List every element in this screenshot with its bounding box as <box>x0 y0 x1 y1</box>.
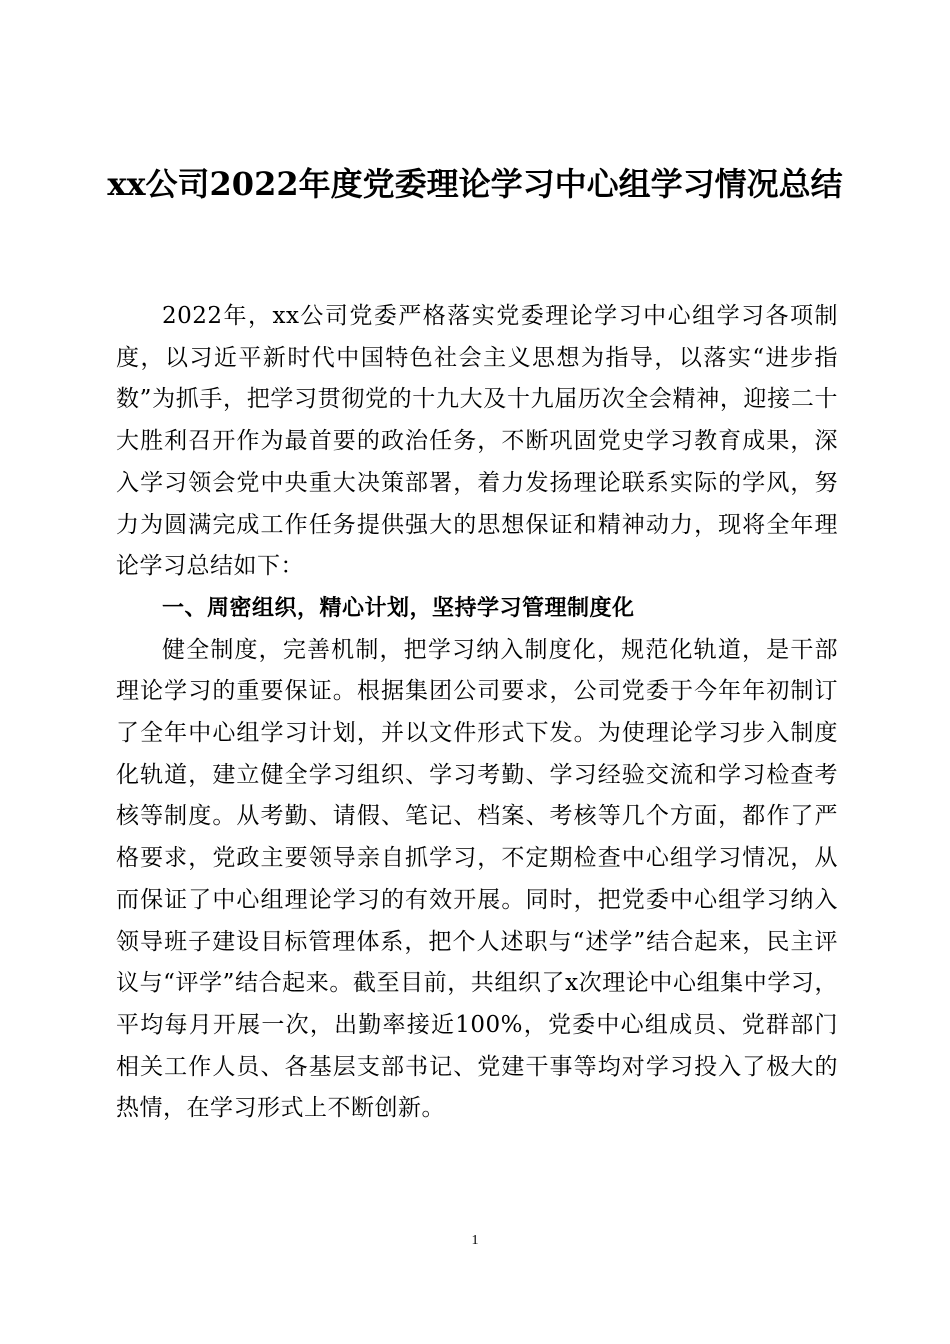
document-title: xx公司2022年度党委理论学习中心组学习情况总结 <box>107 165 843 203</box>
section-paragraph: 健全制度，完善机制，把学习纳入制度化，规范化轨道，是干部理论学习的重要保证。根据集团公司要求，公司党委于今年年初制订了全年中心组学习计划，并以文件形式下发。为使理论学习步入制度化轨道，建立健全学习组织、学习考勤、学习经验交流和学习检查考核等制度。从考勤、请假、笔记、档案、考核等几个方面，都作了严格要求，党政主要领导亲自抓学习，不定期检查中心组学习情况，从而保证了中心组理论学习的有效开展。同时，把党委中心组学习纳入领导班子建设目标管理体系，把个人述职与“述学”结合起来，民主评议与“评学”结合起来。截至目前，共组织了x次理论中心组集中学习，平均每月开展一次，出勤率接近100%，党委中心组成员、党群部门相关工作人员、各基层支部书记、党建干事等均对学习投入了极大的热情，在学习形式上不断创新。 <box>116 636 838 1122</box>
page-number: 1 <box>471 1233 479 1248</box>
document-body <box>116 296 838 1130</box>
intro-paragraph: 2022年，xx公司党委严格落实党委理论学习中心组学习各项制度，以习近平新时代中国特色社会主义思想为指导，以落实“进步指数”为抓手，把学习贯彻党的十九大及十九届历次全会精神，迎接二十大胜利召开作为最首要的政治任务，不断巩固党史学习教育成果，深入学习领会党中央重大决策部署，着力发扬理论联系实际的学风，努力为圆满完成工作任务提供强大的思想保证和精神动力，现将全年理论学习总结如下： <box>116 303 838 580</box>
section-heading: 一、周密组织，精心计划，坚持学习管理制度化 <box>162 595 635 621</box>
